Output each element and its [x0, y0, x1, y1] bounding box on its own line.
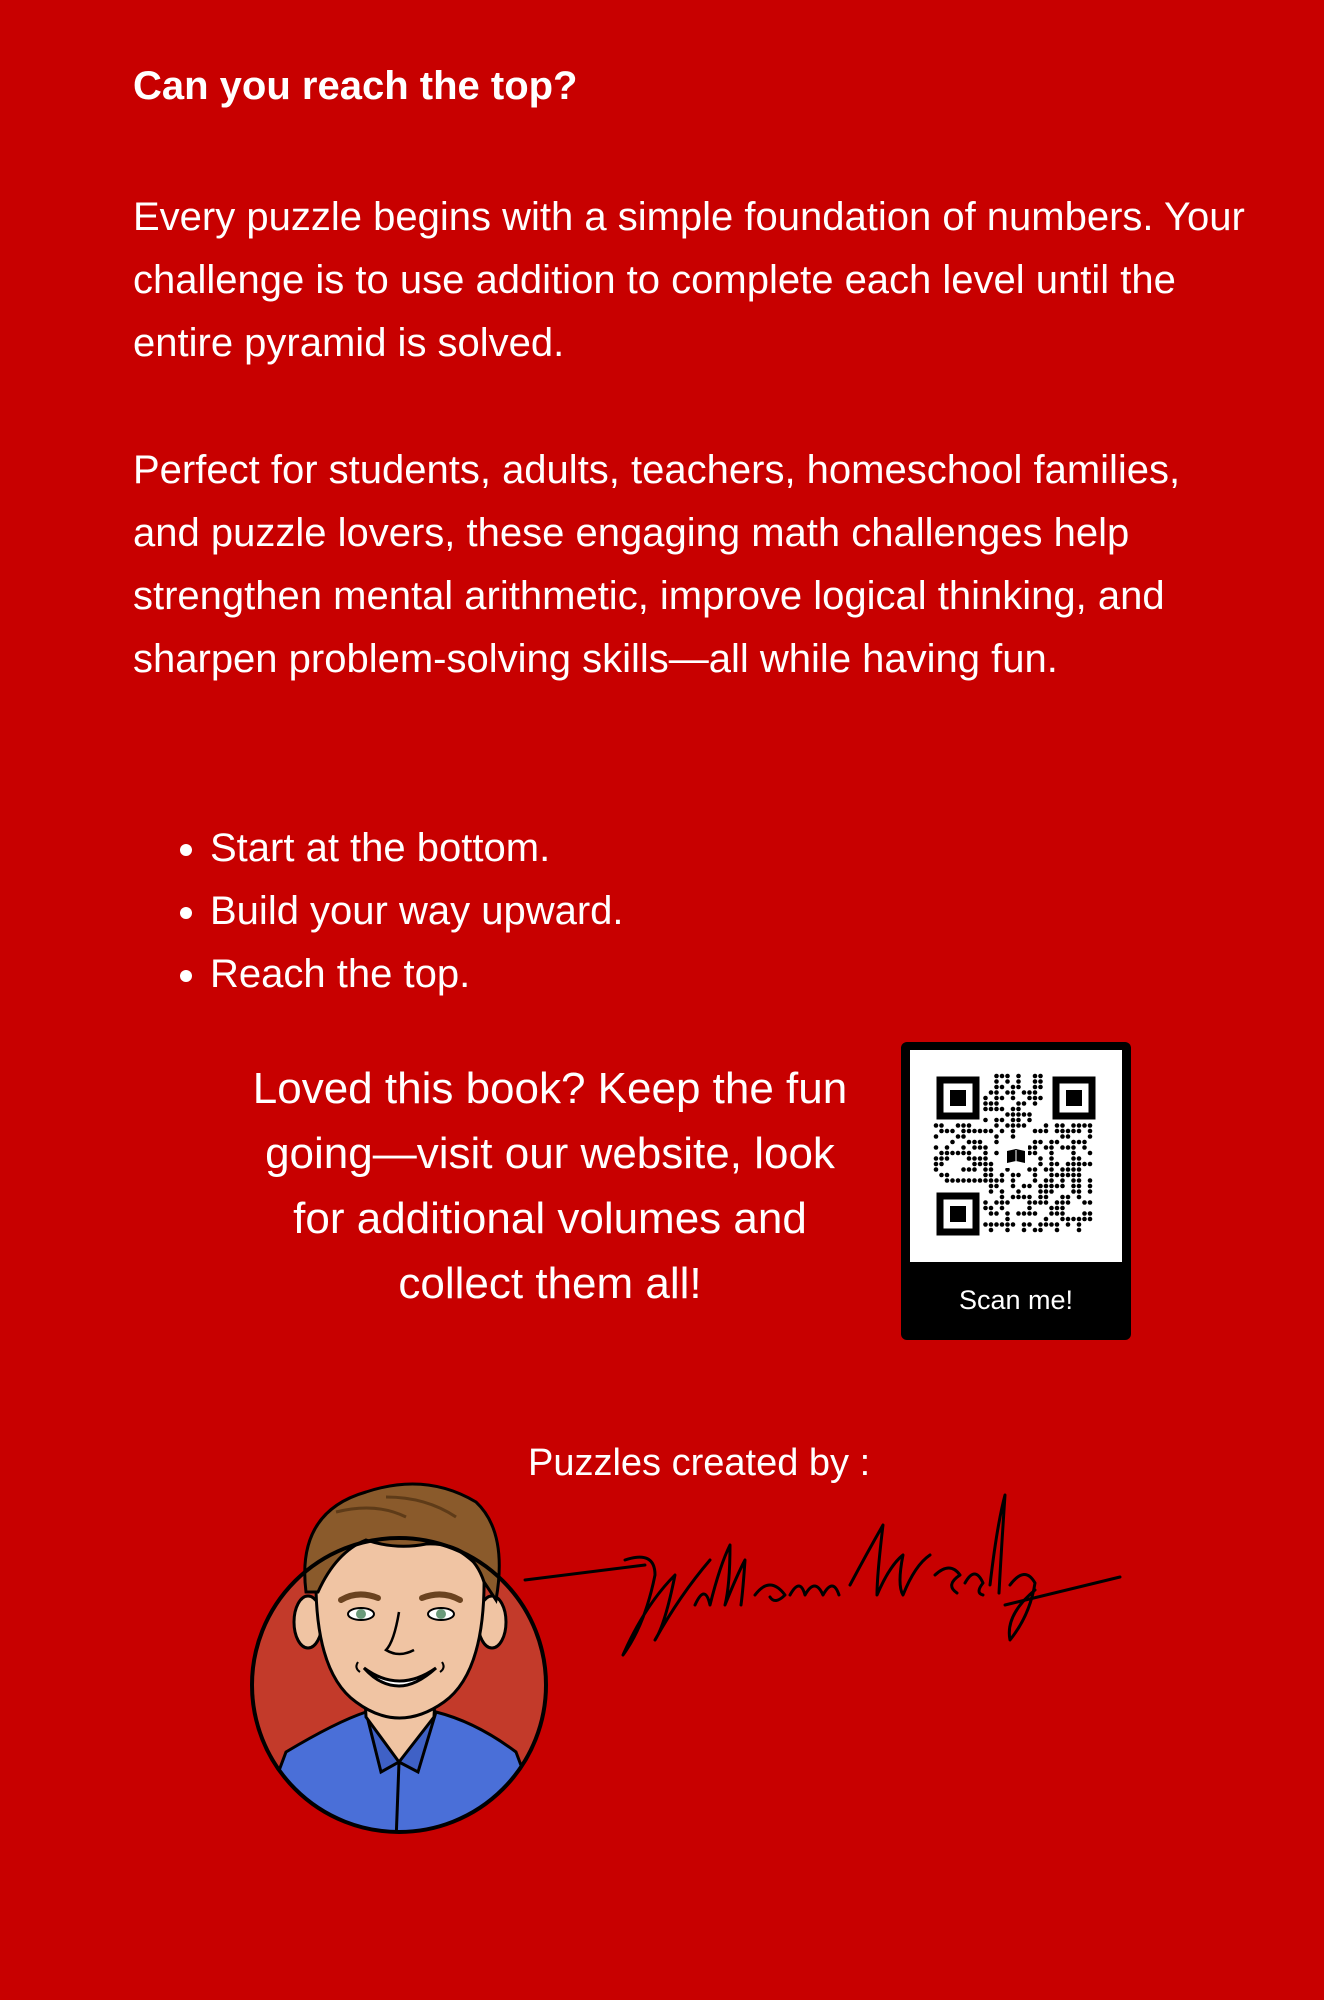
steps-list — [133, 817, 624, 1006]
author-signature — [505, 1465, 1125, 1675]
promo-line: collect them all! — [398, 1259, 702, 1308]
list-item: • Start at the bottom. — [210, 817, 624, 880]
intro-paragraph: Every puzzle begins with a simple foundation of numbers. Your challenge is to use addition to complete each level until the entire pyramid is solved. — [133, 195, 1245, 365]
list-item: • Reach the top. — [210, 943, 624, 1006]
qr-code[interactable] — [910, 1050, 1122, 1262]
promo-line: for additional volumes and — [293, 1194, 807, 1243]
promo-line: going—visit our website, look — [265, 1129, 835, 1178]
audience-paragraph: Perfect for students, adults, teachers, homeschool families, and puzzle lovers, these engaging math challenges help strengthen mental arithmetic, improve logical thinking, and sharpen problem-solving skills—all while having fun. — [133, 448, 1181, 681]
promo-line: Loved this book? Keep the fun — [252, 1064, 848, 1113]
qr-logo-icon — [1004, 1144, 1028, 1168]
promo-text — [210, 1056, 890, 1316]
list-item: • Build your way upward. — [210, 880, 624, 943]
credit-label: Puzzles created by : — [528, 1442, 871, 1484]
page-heading: Can you reach the top? — [133, 64, 578, 108]
qr-code-card[interactable] — [901, 1042, 1131, 1340]
qr-caption: Scan me! — [958, 1285, 1074, 1315]
